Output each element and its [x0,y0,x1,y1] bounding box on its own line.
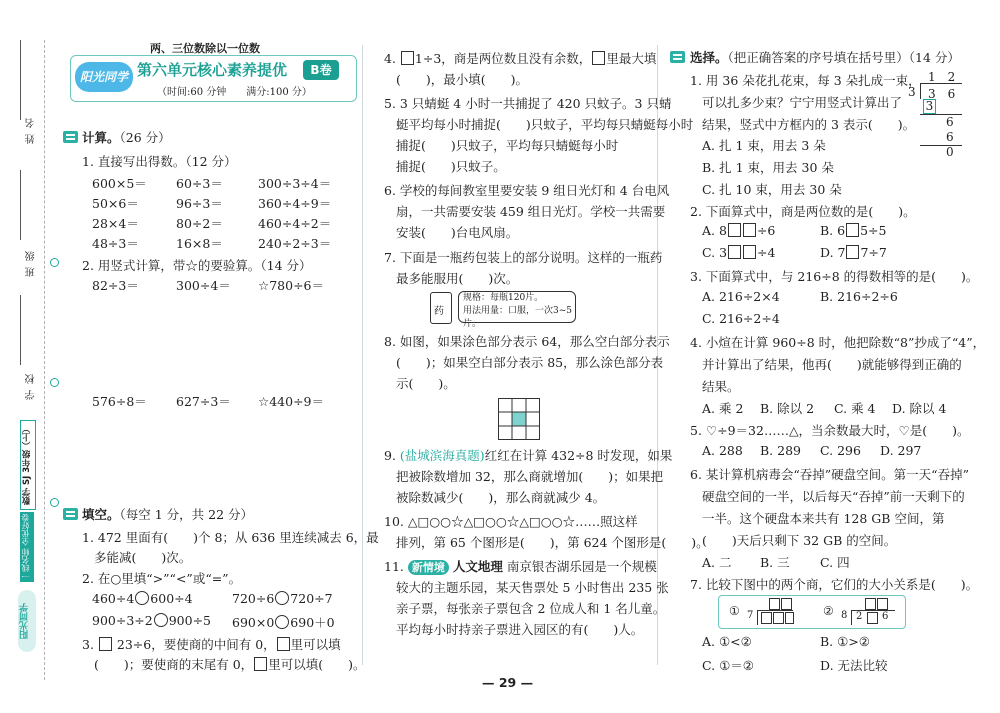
long-division-figure: 1 2 3 3 6 3 6 6 0 [906,68,966,158]
q1-prompt: 1. 直接写出得数。（12 分） [82,154,237,169]
mid-q11-cont: 平均每小时持亲子票进入园区的有( )人。 [396,622,644,637]
header-banner [70,55,357,102]
choice-q1: 1. 用 36 朵花扎花束，每 3 朵扎成一束， [690,73,921,88]
option: D. 297 [880,443,922,458]
q2-prompt: 2. 用竖式计算，带☆的要验算。（14 分） [82,258,312,273]
option: C. 扎 10 束，用去 30 朵 [702,182,842,197]
mid-q4-cont: ( )，最小填( )。 [396,72,529,87]
section-icon [63,508,78,520]
option: B. 289 [760,443,801,458]
section3-heading: 选择。（把正确答案的序号填在括号里）（14 分） [690,50,960,65]
compare-item: 690×0 690＋0 [232,615,335,630]
fill-q3-cont: ( )；要使商的末尾有 0， 里可以填( )。 [94,657,366,672]
fill-q3: 3. 23÷6，要使商的中间有 0， 里可以填 [82,637,341,652]
mid-q10-cont: 排列，第 65 个图形是( )，第 624 个图形是( )。 [396,535,709,550]
option: A. 8 ÷6 [702,223,776,238]
mid-q5-cont: 捕捉( )只蚊子。 [396,159,506,174]
exam-info: （时间:60 分钟 满分:100 分） [157,87,312,98]
fill-q1: 1. 472 里面有( )个 8；从 636 里连续减去 6，最 [82,530,379,545]
option: A. 二 [702,555,732,570]
mid-q5: 5. 3 只蜻蜓 4 小时一共捕捉了 420 只蚊子。3 只蜻 [384,96,672,111]
mid-q6-cont: 扇，一共需要安装 459 组日光灯。学校一共需要 [396,204,666,219]
mid-q10: 10. △□○○☆△□○○☆△□○○☆……照这样 [384,514,638,529]
grid-figure [498,398,540,440]
compare-item: 720÷6 720÷7 [232,591,333,606]
calc-item: 576÷8＝ [92,394,147,409]
option: C. 3 ÷4 [702,245,776,260]
compare-item: 460÷4 600÷4 [92,591,193,606]
mid-q4: 4. 1÷3，商是两位数且没有余数， 里最大填 [384,51,657,66]
book-label: 数学 SJ 3年级（上） [20,420,36,510]
medicine-bottle: 药 [430,292,452,324]
section-icon [670,51,685,63]
binding-margin [0,0,62,713]
fill-q2: 2. 在○里填“>”“<”或“=”。 [82,571,242,586]
page-number: — 29 — [482,675,534,690]
choice-q1-cont: 结果，竖式中方框内的 3 表示( )。 [702,117,916,132]
mid-q11: 11. 新情境 人文地理 南京银杏湖乐园是一个规模 [384,559,657,574]
mid-q6: 6. 学校的每间教室里要安装 9 组日光灯和 4 台电风 [384,183,670,198]
choice-q5: 5. ♡÷9＝32……△，当余数最大时，♡是( )。 [690,423,970,438]
choice-q4: 4. 小煊在计算 960÷8 时，他把除数“8”抄成了“4”， [690,335,986,350]
choice-q6-cont: 一半。这个硬盘本来共有 128 GB 空间，第 [702,511,945,526]
mid-q9: 9. (盐城滨海真题)红红在计算 432÷8 时发现，如果 [384,448,673,463]
mid-q8: 8. 如图，如果涂色部分表示 64，那么空白部分表示 [384,334,670,349]
choice-q6-cont: 硬盘空间的一半，以后每天“吞掉”前一天剩下的 [702,489,965,504]
option: B. ①>② [820,634,871,649]
mid-q9-cont: 被除数减少( )，那么商就减少 4。 [396,490,606,505]
option: C. 296 [820,443,861,458]
section2-heading: 填空。（每空 1 分，共 22 分） [82,507,254,522]
unit-subtitle: 两、三位数除以一位数 [150,42,260,55]
option: C. 216÷2÷4 [702,311,780,326]
compare-item: 900÷3÷2 900÷5 [92,613,212,628]
choice-q2: 2. 下面算式中，商是两位数的是( )。 [690,204,916,219]
section1-heading: 计算。（26 分） [82,130,171,145]
series-label: 一线名师 全优好卷 [20,512,34,582]
fill-q1-cont: 多能减( )次。 [94,550,192,565]
option: B. 216÷2÷6 [820,289,898,304]
class-label: 班级 [26,245,37,277]
section-icon [63,131,78,143]
choice-q6-cont: ( )天后只剩下 32 GB 的空间。 [702,533,897,548]
calc-item: ☆780÷6＝ [258,278,324,293]
mid-q7: 7. 下面是一瓶药包装上的部分说明。这样的一瓶药 [384,250,663,265]
mid-q9-cont: 把被除数增加 32，那么商就增加( )；如果把 [396,469,664,484]
calc-item: ☆440÷9＝ [258,394,324,409]
mid-q7-cont: 最多能服用( )次。 [396,271,519,286]
mid-q5-cont: 捕捉( )只蚊子，平均每只蜻蜓每小时 [396,138,619,153]
mid-q8-cont: 示( )。 [396,376,456,391]
option: A. 288 [702,443,743,458]
option: B. 扎 1 束，用去 30 朵 [702,160,834,175]
choice-q4-cont: 并计算出了结果，他再( )就能够得到正确的 [702,357,962,372]
mid-q5-cont: 蜓平均每小时捕捉( )只蚊子，平均每只蜻蜓每小时 [396,117,694,132]
option: B. 6 5÷5 [820,223,887,238]
choice-q1-cont: 可以扎多少束？宁宁用竖式计算出了 [702,95,903,110]
option: C. 四 [820,555,850,570]
name-line [20,40,21,120]
option: D. 7 7÷7 [820,245,887,260]
mid-q11-cont: 较大的主题乐园，某天售票处 5 小时售出 235 张 [396,580,669,595]
calc-item: 627÷3＝ [176,394,231,409]
mid-q8-cont: ( )；如果空白部分表示 85，那么涂色部分表 [396,355,664,370]
option: B. 三 [760,555,790,570]
option: C. 乘 4 [834,401,876,416]
hole-mark [50,378,59,387]
mid-q11-cont: 亲子票，每张亲子票包含 2 位成人和 1 名儿童。 [396,601,666,616]
hole-mark [50,498,59,507]
boxed-digit: 3 [923,99,936,114]
quotient-compare-figure: ① 7 ② 8 2 6 [718,595,906,629]
name-label: 姓名 [26,112,37,144]
choice-q3: 3. 下面算式中，与 216÷8 的得数相等的是( )。 [690,269,979,284]
choice-q7: 7. 比较下图中的两个商，它们的大小关系是( )。 [690,577,979,592]
school-label: 学校 [26,368,37,400]
version-badge: B卷 [303,60,339,80]
calc-item: 300÷4＝ [176,278,231,293]
option: A. 乘 2 [702,401,744,416]
option: C. ①＝② [702,658,754,673]
option: A. ①<② [702,634,752,649]
mid-q6-cont: 安装( )台电风扇。 [396,225,519,240]
page-title: 第六单元核心素养提优 [137,61,288,79]
choice-q6: 6. 某计算机病毒会“吞掉”硬盘空间。第一天“吞掉” [690,467,969,482]
margin-logo: 阳光同学 [18,590,36,652]
hole-mark [50,258,59,267]
calc-item: 82÷3＝ [92,278,139,293]
option: D. 无法比较 [820,658,888,673]
option: A. 扎 1 束，用去 3 朵 [702,138,826,153]
option: B. 除以 2 [760,401,815,416]
medicine-label: 规格：每瓶120片。 用法用量：口服，一次3~5片。 [458,291,576,323]
logo: 阳光同学 [75,62,133,92]
option: D. 除以 4 [892,401,947,416]
option: A. 216÷2×4 [702,289,780,304]
choice-q4-cont: 结果。 [702,379,740,394]
